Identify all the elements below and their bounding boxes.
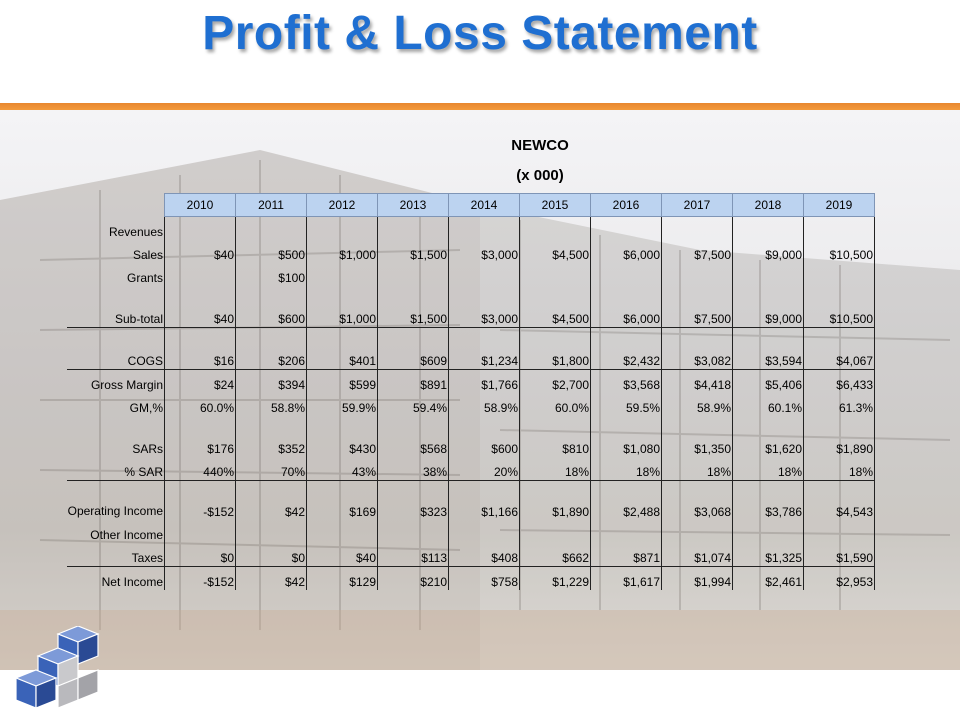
- table-cell: $1,080: [591, 416, 662, 457]
- table-cell: [733, 217, 804, 241]
- table-cell: $1,234: [449, 328, 520, 370]
- table-cell: 18%: [591, 457, 662, 481]
- row-gross-margin: [67, 370, 875, 394]
- table-cell: $430: [307, 416, 378, 457]
- table-cell: $1,500: [378, 240, 449, 263]
- table-cell: $2,432: [591, 328, 662, 370]
- table-cell: $394: [236, 370, 307, 394]
- table-cell: $2,700: [520, 370, 591, 394]
- table-cell: $599: [307, 370, 378, 394]
- page-title: Profit & Loss Statement: [202, 7, 758, 60]
- table-cell: $810: [520, 416, 591, 457]
- table-header-row: [67, 194, 875, 217]
- table-cell: $3,000: [449, 286, 520, 328]
- table-cell: $0: [236, 543, 307, 567]
- year-header: 2018: [733, 194, 804, 217]
- table-cell: $6,000: [591, 240, 662, 263]
- table-cell: $1,890: [804, 416, 875, 457]
- row-label: Taxes: [67, 543, 165, 567]
- table-cell: $2,461: [733, 567, 804, 591]
- table-cell: $1,000: [307, 240, 378, 263]
- table-cell: $2,488: [591, 481, 662, 521]
- table-cell: $40: [165, 286, 236, 328]
- company-logo-icon: [12, 626, 104, 717]
- table-cell: [804, 263, 875, 286]
- table-cell: $1,620: [733, 416, 804, 457]
- table-cell: 60.0%: [165, 393, 236, 416]
- row-label: Other Income: [67, 520, 165, 543]
- table-cell: $401: [307, 328, 378, 370]
- row-sars: [67, 416, 875, 457]
- table-cell: [378, 217, 449, 241]
- row-label: SARs: [67, 416, 165, 457]
- table-cell: $4,500: [520, 240, 591, 263]
- table-cell: 58.9%: [662, 393, 733, 416]
- table-cell: $16: [165, 328, 236, 370]
- table-cell: $206: [236, 328, 307, 370]
- table-cell: $7,500: [662, 286, 733, 328]
- table-cell: -$152: [165, 567, 236, 591]
- table-cell: $1,000: [307, 286, 378, 328]
- table-cell: $4,543: [804, 481, 875, 521]
- table-cell: $3,594: [733, 328, 804, 370]
- company-name: NEWCO: [511, 137, 569, 154]
- table-cell: 60.1%: [733, 393, 804, 416]
- table-cell: $40: [165, 240, 236, 263]
- table-cell: $129: [307, 567, 378, 591]
- table-cell: $1,325: [733, 543, 804, 567]
- table-cell: [236, 520, 307, 543]
- table-cell: 70%: [236, 457, 307, 481]
- table-cell: [236, 217, 307, 241]
- table-cell: [449, 263, 520, 286]
- table-cell: [662, 263, 733, 286]
- table-cell: $1,994: [662, 567, 733, 591]
- row-label: Gross Margin: [67, 370, 165, 394]
- table-cell: $1,766: [449, 370, 520, 394]
- table-cell: [733, 263, 804, 286]
- table-cell: $3,786: [733, 481, 804, 521]
- table-cell: $600: [236, 286, 307, 328]
- table-cell: $3,082: [662, 328, 733, 370]
- table-cell: $9,000: [733, 286, 804, 328]
- year-header: 2015: [520, 194, 591, 217]
- table-cell: [591, 263, 662, 286]
- table-cell: [520, 520, 591, 543]
- table-cell: $6,433: [804, 370, 875, 394]
- row-grants: [67, 263, 875, 286]
- table-cell: 18%: [520, 457, 591, 481]
- row-other-income: [67, 520, 875, 543]
- table-cell: $600: [449, 416, 520, 457]
- row-net-income: [67, 567, 875, 591]
- table-cell: $169: [307, 481, 378, 521]
- table-cell: [591, 217, 662, 241]
- table-cell: 60.0%: [520, 393, 591, 416]
- row-operating-income: [67, 481, 875, 521]
- table-cell: 59.5%: [591, 393, 662, 416]
- row-label: Grants: [67, 263, 165, 286]
- year-header: 2013: [378, 194, 449, 217]
- table-cell: $176: [165, 416, 236, 457]
- table-cell: $1,500: [378, 286, 449, 328]
- table-cell: [307, 520, 378, 543]
- table-cell: $1,074: [662, 543, 733, 567]
- header-spacer: [67, 194, 165, 217]
- row-taxes: [67, 543, 875, 567]
- row-label: Net Income: [67, 567, 165, 591]
- table-cell: [378, 520, 449, 543]
- units-label: (x 000): [516, 167, 564, 184]
- table-cell: $4,067: [804, 328, 875, 370]
- row-sar-percent: [67, 457, 875, 481]
- table-cell: 59.4%: [378, 393, 449, 416]
- table-cell: 61.3%: [804, 393, 875, 416]
- table-cell: [378, 263, 449, 286]
- row-label: Sales: [67, 240, 165, 263]
- table-cell: [520, 263, 591, 286]
- table-cell: $6,000: [591, 286, 662, 328]
- table-cell: [165, 520, 236, 543]
- year-header: 2016: [591, 194, 662, 217]
- table-cell: [165, 263, 236, 286]
- table-cell: $40: [307, 543, 378, 567]
- row-label: Operating Income: [67, 481, 165, 521]
- row-label: COGS: [67, 328, 165, 370]
- table-cell: [804, 520, 875, 543]
- table-cell: $871: [591, 543, 662, 567]
- row-subtotal: [67, 286, 875, 328]
- year-header: 2017: [662, 194, 733, 217]
- table-cell: 18%: [804, 457, 875, 481]
- table-cell: $24: [165, 370, 236, 394]
- row-cogs: [67, 328, 875, 370]
- table-cell: 38%: [378, 457, 449, 481]
- table-cell: $609: [378, 328, 449, 370]
- table-cell: -$152: [165, 481, 236, 521]
- table-cell: 59.9%: [307, 393, 378, 416]
- table-cell: [449, 217, 520, 241]
- row-sales: [67, 240, 875, 263]
- year-header: 2011: [236, 194, 307, 217]
- row-label: Revenues: [67, 217, 165, 241]
- table-cell: $1,890: [520, 481, 591, 521]
- table-cell: $891: [378, 370, 449, 394]
- pnl-table: [67, 193, 875, 590]
- table-cell: $500: [236, 240, 307, 263]
- row-revenues: [67, 217, 875, 241]
- year-header: 2019: [804, 194, 875, 217]
- table-cell: $10,500: [804, 240, 875, 263]
- table-cell: $662: [520, 543, 591, 567]
- table-body: [67, 217, 875, 591]
- table-cell: [662, 217, 733, 241]
- table-cell: $7,500: [662, 240, 733, 263]
- table-cell: $9,000: [733, 240, 804, 263]
- table-cell: 440%: [165, 457, 236, 481]
- table-cell: [520, 217, 591, 241]
- table-cell: $4,418: [662, 370, 733, 394]
- table-cell: $1,590: [804, 543, 875, 567]
- row-label: GM,%: [67, 393, 165, 416]
- table-cell: $1,350: [662, 416, 733, 457]
- table-cell: [307, 217, 378, 241]
- table-cell: [591, 520, 662, 543]
- table-cell: [165, 217, 236, 241]
- table-cell: $10,500: [804, 286, 875, 328]
- table-cell: $42: [236, 567, 307, 591]
- table-cell: 58.8%: [236, 393, 307, 416]
- table-cell: 43%: [307, 457, 378, 481]
- table-cell: [804, 217, 875, 241]
- row-label: % SAR: [67, 457, 165, 481]
- table-cell: $323: [378, 481, 449, 521]
- table-cell: 20%: [449, 457, 520, 481]
- table-cell: $3,000: [449, 240, 520, 263]
- table-cell: $3,068: [662, 481, 733, 521]
- row-label: Sub-total: [67, 286, 165, 328]
- table-cell: [307, 263, 378, 286]
- table-cell: $1,166: [449, 481, 520, 521]
- table-cell: $5,406: [733, 370, 804, 394]
- year-header: 2010: [165, 194, 236, 217]
- table-cell: $568: [378, 416, 449, 457]
- table-cell: $0: [165, 543, 236, 567]
- table-cell: $113: [378, 543, 449, 567]
- accent-band: [0, 103, 960, 110]
- table-cell: $210: [378, 567, 449, 591]
- table-cell: $408: [449, 543, 520, 567]
- table-cell: 58.9%: [449, 393, 520, 416]
- table-cell: $1,617: [591, 567, 662, 591]
- table-cell: [449, 520, 520, 543]
- year-header: 2014: [449, 194, 520, 217]
- year-header: 2012: [307, 194, 378, 217]
- table-cell: $1,229: [520, 567, 591, 591]
- table-cell: $758: [449, 567, 520, 591]
- table-cell: $352: [236, 416, 307, 457]
- row-gm-percent: [67, 393, 875, 416]
- table-cell: $3,568: [591, 370, 662, 394]
- table-cell: $42: [236, 481, 307, 521]
- table-cell: $2,953: [804, 567, 875, 591]
- table-cell: [662, 520, 733, 543]
- table-cell: $100: [236, 263, 307, 286]
- table-cell: [733, 520, 804, 543]
- table-cell: $1,800: [520, 328, 591, 370]
- table-cell: 18%: [662, 457, 733, 481]
- table-cell: $4,500: [520, 286, 591, 328]
- table-cell: 18%: [733, 457, 804, 481]
